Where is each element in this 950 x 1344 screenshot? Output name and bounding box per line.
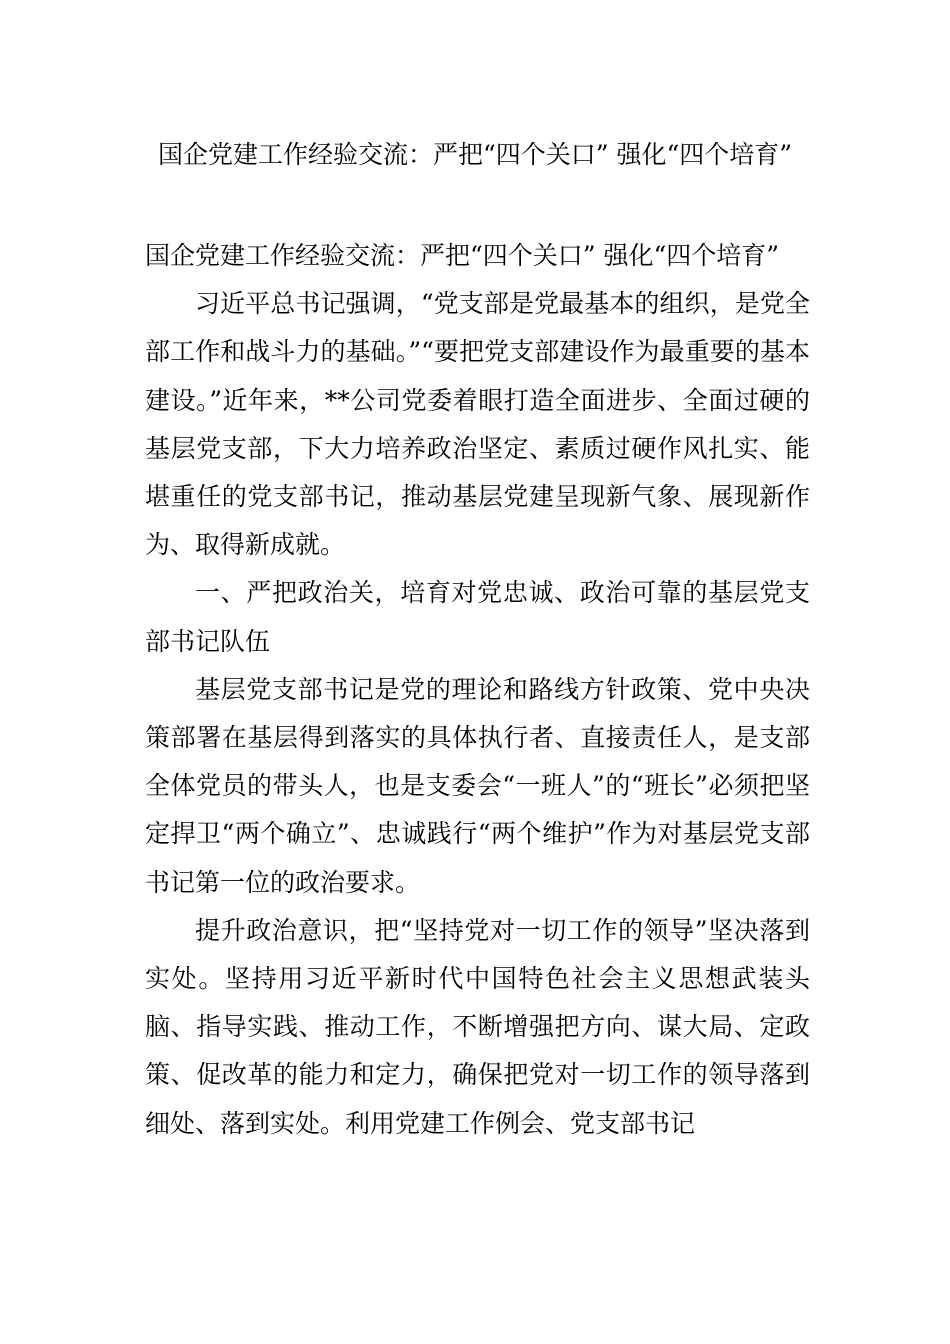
repeated-title: 国企党建工作经验交流：严把“四个关口” 强化“四个培育” bbox=[145, 241, 780, 270]
paragraph-political-awareness: 提升政治意识，把“坚持党对一切工作的领导”坚决落到实处。坚持用习近平新时代中国特色社会主义思想武装头脑、指导实践、推动工作，不断增强把方向、谋大局、定政策、促改革的能力和定力，确保把党对一切工作的领导落到细处、落到实处。利用党建工作例会、党支部书记 bbox=[145, 915, 810, 1138]
document-title: 国企党建工作经验交流：严把“四个关口” 强化“四个培育” bbox=[157, 140, 793, 169]
document-body bbox=[145, 232, 810, 1148]
section-heading-1: 一、严把政治关，培育对党忠诚、政治可靠的基层党支部书记队伍 bbox=[145, 578, 810, 656]
paragraph-intro: 习近平总书记强调，“党支部是党最基本的组织，是党全部工作和战斗力的基础。”“要把党支部建设作为最重要的基本建设。”近年来，**公司党委着眼打造全面进步、全面过硬的基层党支部，下大力培养政治坚定、素质过硬作风扎实、能堪重任的党支部书记，推动基层党建呈现新气象、展现新作为、取得新成就。 bbox=[145, 289, 810, 560]
paragraph-section-1: 基层党支部书记是党的理论和路线方针政策、党中央决策部署在基层得到落实的具体执行者、直接责任人，是支部全体党员的带头人，也是支委会“一班人”的“班长”必须把坚定捍卫“两个确立”、忠诚践行“两个维护”作为对基层党支部书记第一位的政治要求。 bbox=[145, 674, 810, 897]
